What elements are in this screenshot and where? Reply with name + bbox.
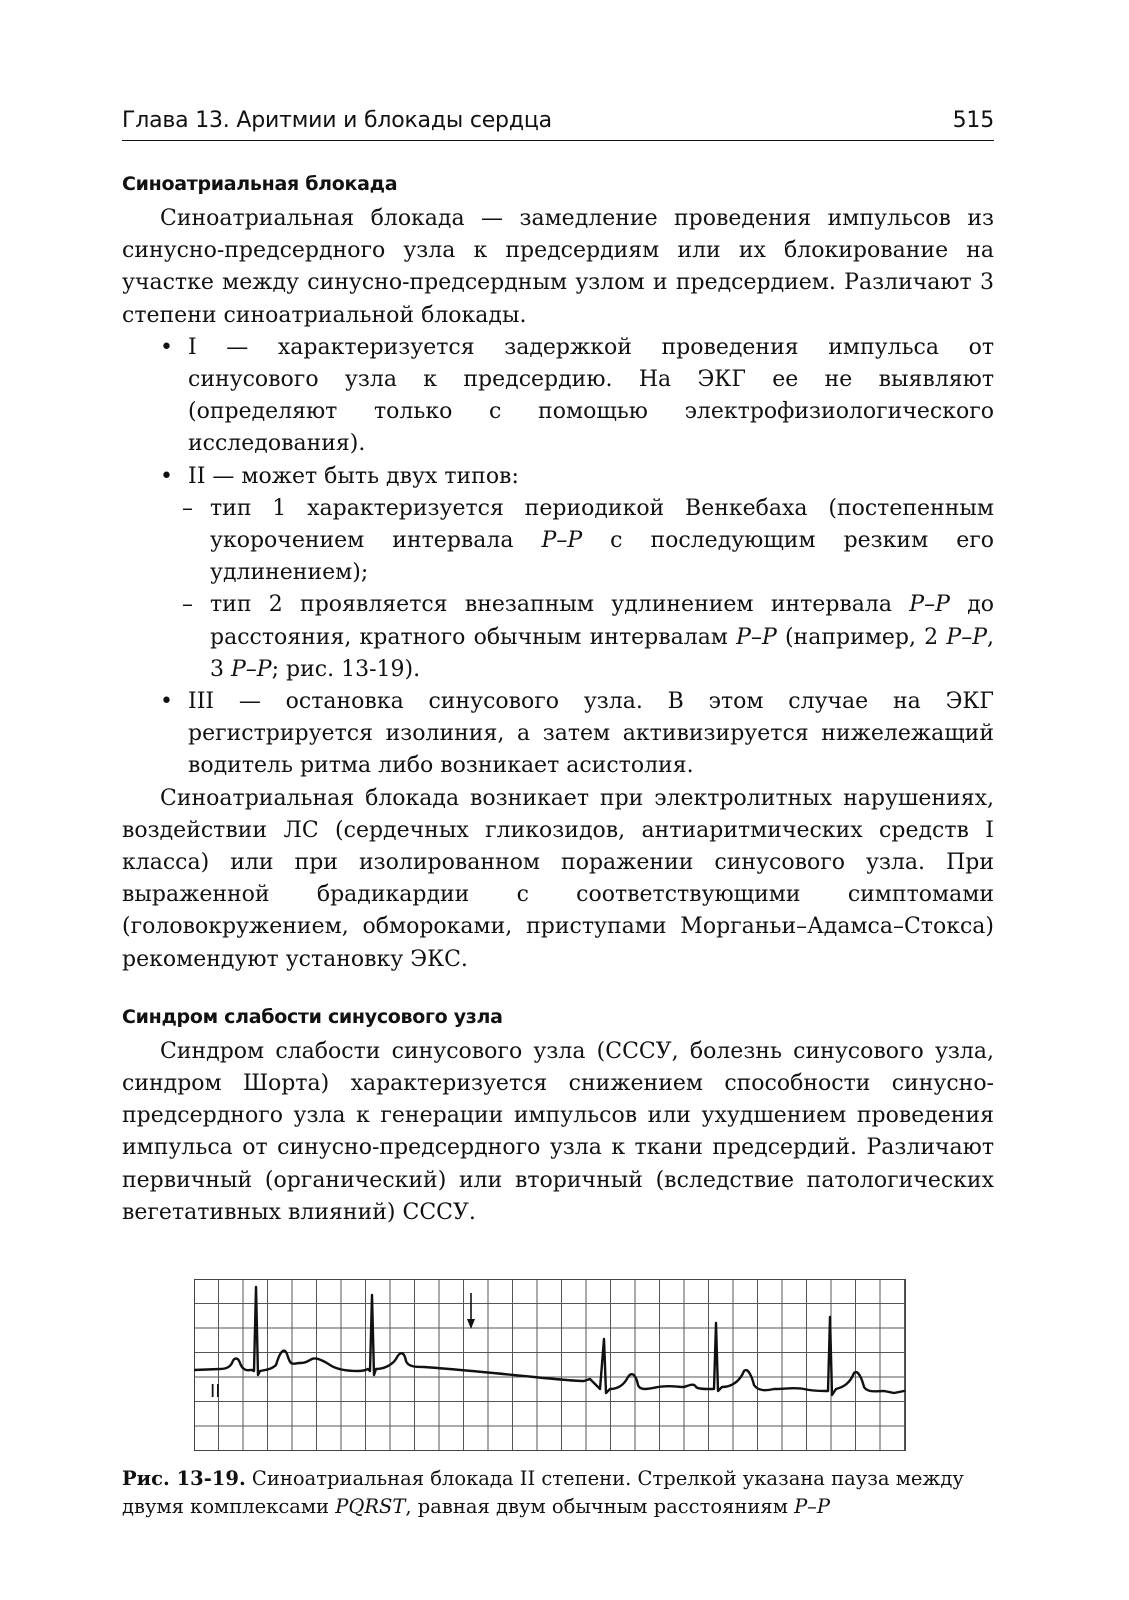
list-item-type-1 (184, 493, 994, 590)
section-heading-sa-block: Синоатриальная блокада (122, 173, 398, 195)
pp-interval: P–P (909, 592, 950, 618)
list-item-type-2 (184, 589, 994, 686)
lead-label: II (210, 1381, 221, 1403)
figure-caption (122, 1465, 994, 1521)
ecg-figure (194, 1279, 906, 1451)
page-number: 515 (952, 108, 994, 133)
list-item-degree-2 (122, 461, 994, 493)
type-2-text-d: , 3 (210, 624, 994, 682)
caption-text-a: Синоатриальная блокада II степени. Стрелкой указана пауза между двумя комплексами (122, 1467, 964, 1519)
book-page (122, 106, 994, 1521)
ecg-grid (194, 1279, 906, 1451)
section-body-sa-block (122, 203, 994, 976)
section-body-sick-sinus (122, 1036, 994, 1229)
section-heading-sick-sinus: Синдром слабости синусового узла (122, 1005, 503, 1028)
caption-pp: P–P (794, 1495, 831, 1519)
type-2-text-c: (например, 2 (776, 624, 947, 650)
list-item-degree-3: • III — остановка синусового узла. В этом случае на ЭКГ регистрируется изолиния, а затем активизируется нижележащий водитель ритма либо возникает асистолия. (122, 686, 994, 783)
arrow-down-icon (467, 1293, 475, 1329)
degree-list-continued (122, 686, 994, 783)
caption-pqrst: PQRST (335, 1495, 406, 1519)
paragraph-causes: Синоатриальная блокада возникает при электролитных нарушениях, воздействии ЛС (сердечных гликозидов, антиаритмических средств I класса) или при изолированном поражении синусового узла. При выраженной брадикардии с соответствующими симптомами (головокружением, обмороками, приступами Морганьи–Адамса–Стокса) рекомендуют установку ЭКС. (122, 785, 994, 972)
type-1-text-a: тип 1 характеризуется периодикой Венкебаха (постепенным укорочением интервала (210, 495, 994, 554)
type-2-text-e: ; рис. 13-19). (271, 656, 421, 682)
ecg-border (195, 1280, 906, 1451)
pp-interval: P–P (946, 624, 987, 650)
chapter-title: Глава 13. Аритмии и блокады сердца (122, 108, 552, 133)
pp-interval: P–P (541, 528, 583, 554)
type-2-text-b: до расстояния, кратного обычным интервалам (210, 592, 994, 650)
degree-list (122, 332, 994, 493)
running-head (122, 106, 994, 141)
type-2-text-a: тип 2 проявляется внезапным удлинением интервала (210, 592, 910, 618)
list-item-degree-1: • I — характеризуется задержкой проведения импульса от синусового узла к предсердию. На ЭКГ ее не выявляют (определяют только с помощью электрофизиологического исследования). (122, 332, 994, 461)
paragraph-sick-sinus: Синдром слабости синусового узла (СССУ, болезнь синусового узла, синдром Шорта) характеризуется снижением способности синусно-предсердного узла к генерации импульсов или ухудшением проведения импульса от синусно-предсердного узла к ткани предсердий. Различают первичный (органический) или вторичный (вследствие патологических вегетативных влияний) СССУ. (122, 1038, 994, 1225)
pp-interval: P–P (736, 624, 777, 650)
caption-text-b: , равная двум обычным расстояниям (405, 1495, 795, 1519)
paragraph-intro: Синоатриальная блокада — замедление проведения импульсов из синусно-предсердного узла к предсердиям или их блокирование на участке между синусно-предсердным узлом и предсердием. Различают 3 степени синоатриальной блокады. (122, 206, 994, 328)
type-1-text-b: с последующим резким его удлинением); (210, 528, 994, 586)
type-list (160, 493, 994, 686)
ecg-strip (194, 1279, 906, 1451)
pp-interval: P–P (231, 656, 272, 682)
figure-label: Рис. 13-19. (122, 1467, 246, 1491)
degree-2-label: II — может быть двух типов: (188, 463, 519, 489)
